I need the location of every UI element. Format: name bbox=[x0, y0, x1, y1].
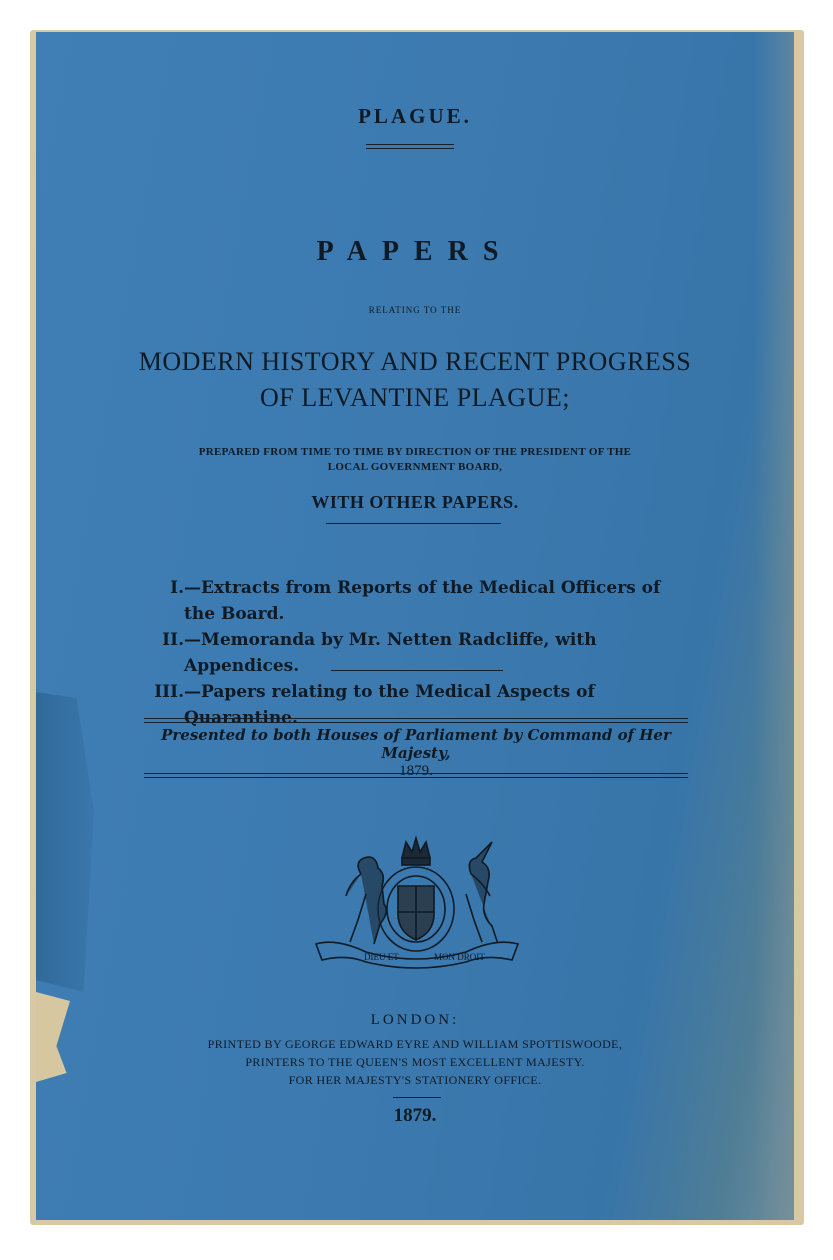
royal-coat-of-arms-icon bbox=[306, 834, 526, 969]
main-title-line-2: OF LEVANTINE PLAGUE; bbox=[260, 383, 570, 412]
main-title bbox=[36, 344, 794, 416]
cover-page bbox=[36, 32, 794, 1220]
presented-bottom-rule bbox=[144, 773, 688, 778]
printer-line-2: PRINTERS TO THE QUEEN'S MOST EXCELLENT MAJESTY. bbox=[245, 1055, 585, 1069]
prepared-note bbox=[36, 445, 794, 475]
prepared-line-2: LOCAL GOVERNMENT BOARD, bbox=[327, 461, 503, 473]
prepared-line-1: PREPARED FROM TIME TO TIME BY DIRECTION OF THE PRESIDENT OF THE bbox=[198, 446, 632, 458]
crest-motto-right: MON DROIT bbox=[434, 952, 485, 962]
contents-bottom-rule bbox=[331, 670, 503, 671]
relating-text: RELATING TO THE bbox=[368, 305, 462, 315]
contents-list bbox=[136, 575, 696, 731]
contents-top-rule bbox=[326, 523, 501, 524]
crest-motto-left: DIEU ET bbox=[364, 952, 399, 962]
publication-year: 1879. bbox=[393, 1105, 437, 1126]
printer-line-1: PRINTED BY GEORGE EDWARD EYRE AND WILLIAM SPOTTISWOODE, bbox=[207, 1037, 623, 1051]
printer-block bbox=[36, 1035, 794, 1089]
presented-year: 1879. bbox=[399, 763, 433, 779]
papers-title: PAPERS bbox=[316, 236, 514, 267]
list-item bbox=[136, 575, 696, 627]
with-other-papers: WITH OTHER PAPERS. bbox=[311, 492, 519, 512]
list-item-text: —Memoranda by Mr. Netten Radcliffe, with Appendices. bbox=[184, 630, 597, 676]
london-label: LONDON: bbox=[370, 1012, 460, 1028]
torn-flap bbox=[36, 692, 94, 992]
list-item-text: —Extracts from Reports of the Medical Officers of the Board. bbox=[184, 578, 661, 624]
list-item-number: III. bbox=[154, 682, 184, 702]
heading-rule bbox=[366, 144, 454, 149]
presented-text: Presented to both Houses of Parliament by Command of Her Majesty, bbox=[161, 726, 671, 762]
presented-block bbox=[144, 718, 688, 780]
year-rule bbox=[393, 1097, 441, 1098]
list-item-text: —Papers relating to the Medical Aspects of Quarantine. bbox=[184, 682, 595, 728]
printer-line-3: FOR HER MAJESTY'S STATIONERY OFFICE. bbox=[288, 1073, 542, 1087]
list-item bbox=[136, 627, 696, 679]
list-item-number: II. bbox=[162, 630, 184, 650]
main-title-line-1: MODERN HISTORY AND RECENT PROGRESS bbox=[138, 347, 692, 376]
heading-plague: PLAGUE. bbox=[358, 104, 472, 128]
list-item-number: I. bbox=[170, 578, 184, 598]
